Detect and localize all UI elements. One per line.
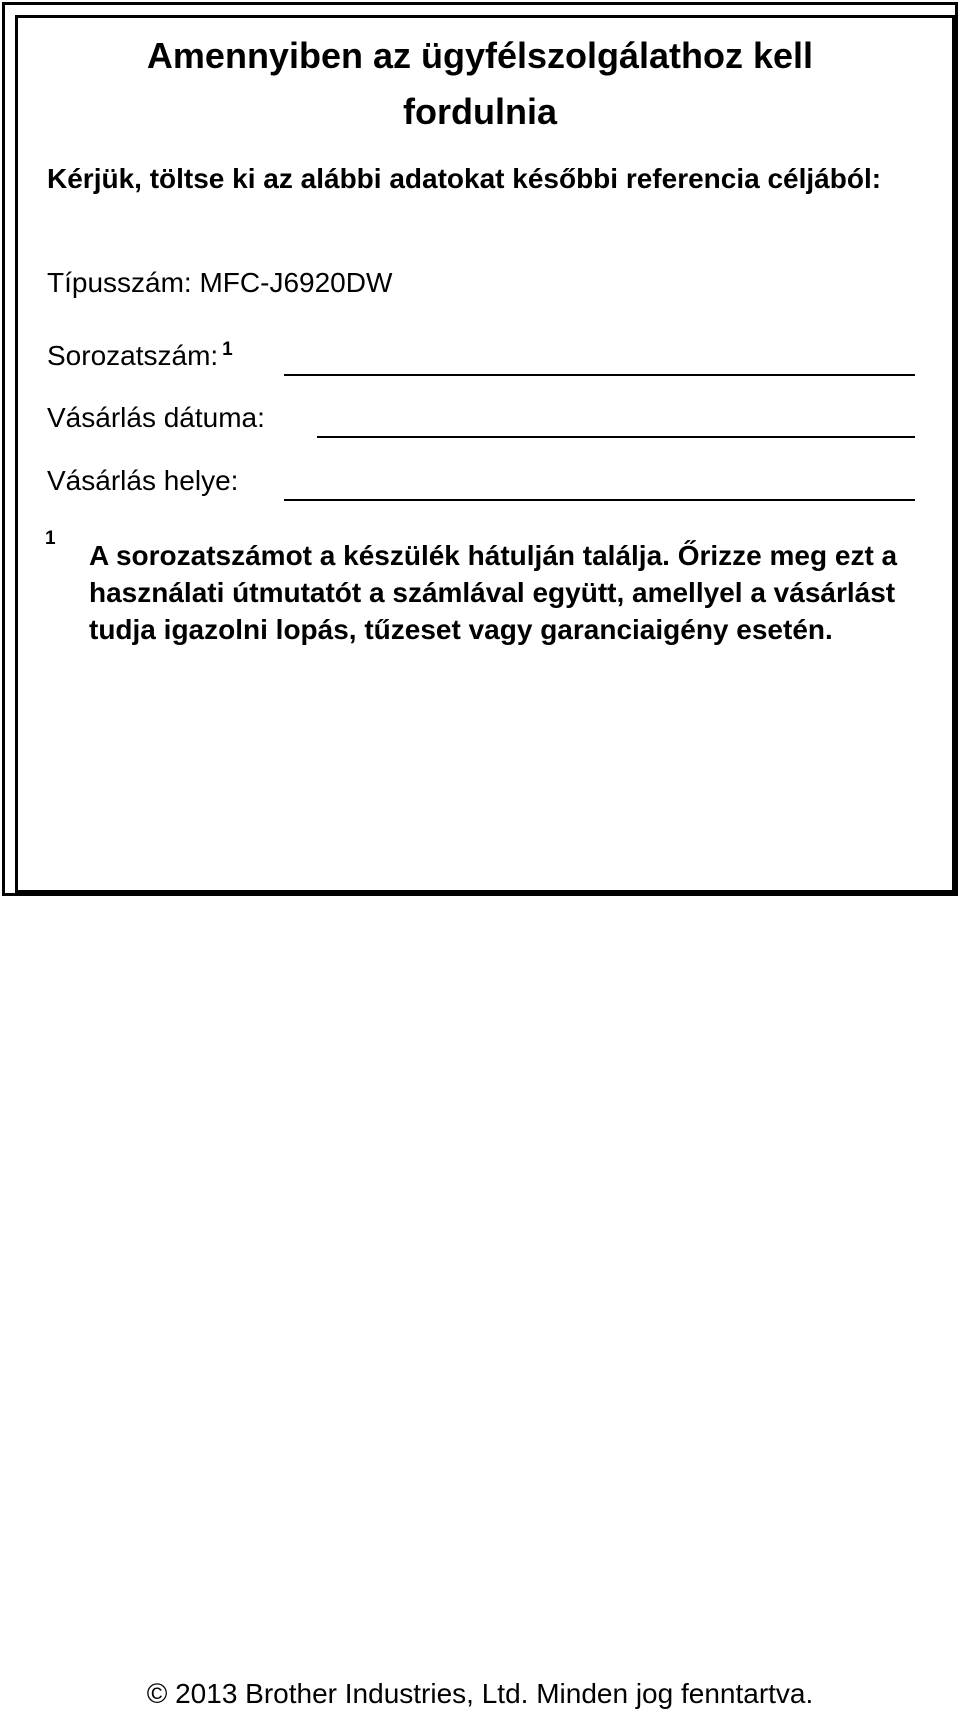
title-line-1: Amennyiben az ügyfélszolgálathoz kell [146, 35, 814, 76]
purchase-place-label: Vásárlás helye: [47, 465, 239, 496]
purchase-place-blank[interactable] [284, 499, 915, 501]
footnote-text: A sorozatszámot a készülék hátulján találja. Őrizze meg ezt a használati útmutatót a számlával együtt, amellyel a vásárlást tudja igazolni lopás, tűzeset vagy garanciaigény esetén. [89, 540, 898, 645]
page-title [0, 28, 960, 140]
form-frame-inner [15, 15, 955, 893]
footnote-marker: 1 [45, 528, 56, 549]
serial-number-label-row [47, 338, 233, 378]
copyright-notice: © 2013 Brother Industries, Ltd. Minden jog fenntartva. [146, 1678, 814, 1709]
serial-number-label: Sorozatszám: [47, 340, 219, 371]
intro-text: Kérjük, töltse ki az alábbi adatokat későbbi referencia céljából: [47, 163, 882, 194]
purchase-date-label: Vásárlás dátuma: [47, 402, 265, 433]
title-line-2: fordulnia [403, 91, 557, 132]
purchase-date-blank[interactable] [317, 436, 915, 438]
serial-number-blank[interactable] [284, 374, 915, 376]
model-number-label: Típusszám: MFC-J6920DW [47, 267, 393, 298]
serial-footnote-ref: 1 [222, 339, 233, 360]
